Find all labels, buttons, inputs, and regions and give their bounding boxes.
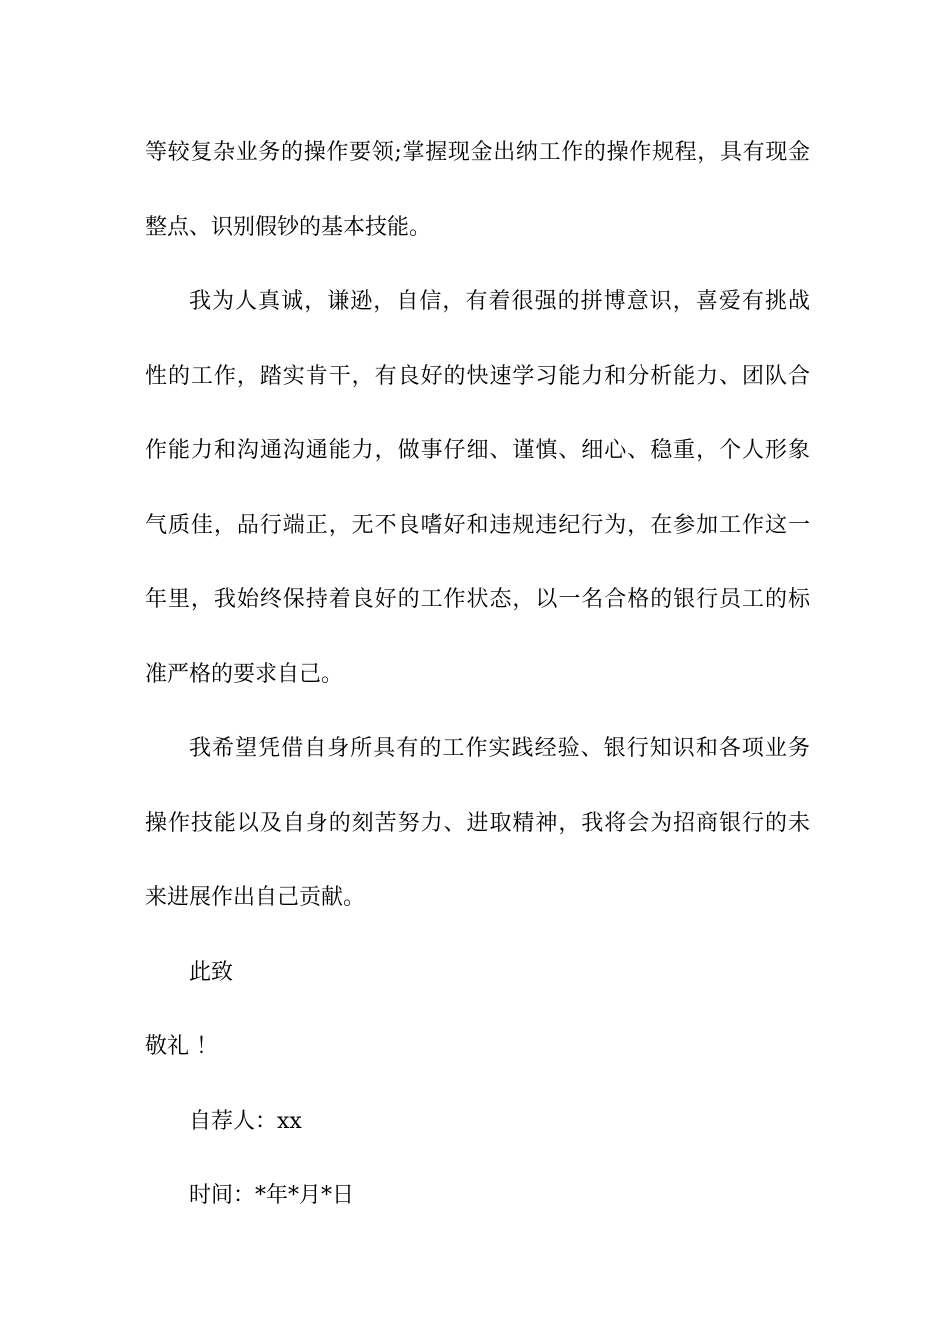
- paragraph-2-line-3: 作能力和沟通沟通能力，做事仔细、谨慎、细心、稳重，个人形象: [145, 438, 810, 463]
- closing-line: 此致: [189, 959, 234, 985]
- paragraph-1-line-1: 等较复杂业务的操作要领;掌握现金出纳工作的操作规程，具有现金: [145, 140, 810, 165]
- paragraph-2-line-2: 性的工作，踏实肯干，有良好的快速学习能力和分析能力、团队合: [145, 363, 810, 389]
- paragraph-2-line-6: 准严格的要求自己。: [145, 661, 344, 687]
- paragraph-2-line-5: 年里，我始终保持着良好的工作状态，以一名合格的银行员工的标: [145, 587, 810, 612]
- paragraph-3-line-1: 我希望凭借自身所具有的工作实践经验、银行知识和各项业务: [189, 736, 810, 761]
- salutation-line: 敬礼 ！: [145, 1034, 218, 1059]
- letter-body: [145, 116, 810, 1234]
- signer-line: 自荐人：xx: [189, 1108, 302, 1134]
- paragraph-1-line-2: 整点、识别假钞的基本技能。: [145, 214, 432, 240]
- paragraph-3-line-2: 操作技能以及自身的刻苦努力、进取精神，我将会为招商银行的未: [145, 810, 810, 836]
- paragraph-3-line-3: 来进展作出自己贡献。: [145, 885, 366, 910]
- date-line: 时间：*年*月*日: [189, 1183, 355, 1208]
- paragraph-2-line-4: 气质佳，品行端正，无不良嗜好和违规违纪行为，在参加工作这一: [145, 512, 810, 538]
- paragraph-2-line-1: 我为人真诚，谦逊，自信，有着很强的拼博意识，喜爱有挑战: [189, 289, 810, 314]
